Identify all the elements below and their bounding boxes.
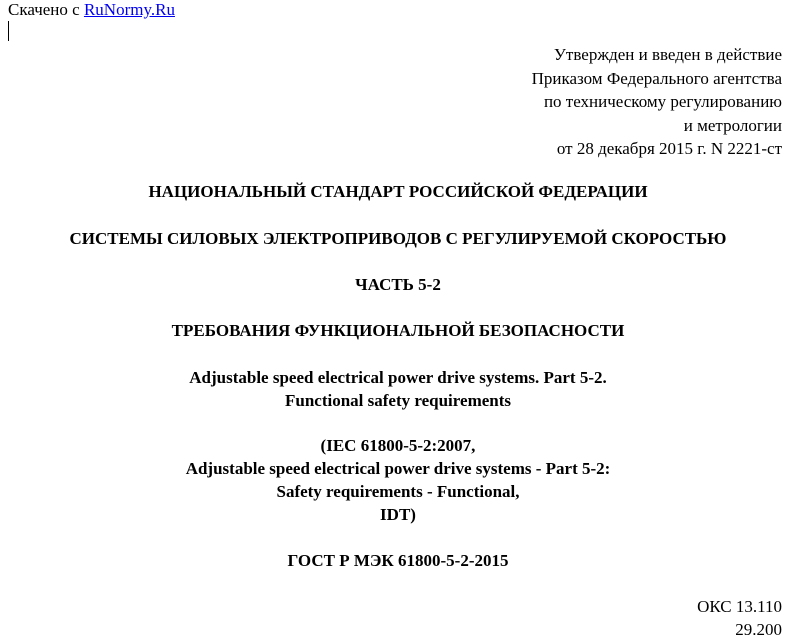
iec-line-2: Adjustable speed electrical power drive systems - Part 5-2: <box>185 459 611 478</box>
gost-designation: ГОСТ Р МЭК 61800-5-2-2015 <box>287 551 509 570</box>
iec-line-1: (IEC 61800-5-2:2007, <box>320 436 476 455</box>
approval-line-4: и метрологии <box>683 115 782 135</box>
download-source-line <box>8 0 175 21</box>
okc-line-2: 29.200 <box>735 620 782 639</box>
approval-line-3: по техническому регулированию <box>543 92 782 111</box>
english-title-line-2: Functional safety requirements <box>284 391 512 410</box>
iec-line-4: IDT) <box>380 505 416 524</box>
english-title-line-1: Adjustable speed electrical power drive systems. Part 5-2. <box>189 368 607 387</box>
approval-line-1: Утвержден и введен в действие <box>553 45 782 64</box>
system-heading: СИСТЕМЫ СИЛОВЫХ ЭЛЕКТРОПРИВОДОВ С РЕГУЛИРУЕМОЙ СКОРОСТЬЮ <box>69 229 727 248</box>
runormy-link[interactable]: RuNormy.Ru <box>83 0 175 19</box>
approval-line-2: Приказом Федерального агентства <box>531 68 782 88</box>
standard-heading: НАЦИОНАЛЬНЫЙ СТАНДАРТ РОССИЙСКОЙ ФЕДЕРАЦИИ <box>148 182 648 201</box>
requirements-heading: ТРЕБОВАНИЯ ФУНКЦИОНАЛЬНОЙ БЕЗОПАСНОСТИ <box>171 321 625 340</box>
download-source-prefix: Скачено с <box>8 0 84 19</box>
iec-line-3: Safety requirements - Functional, <box>276 482 520 501</box>
approval-line-5: от 28 декабря 2015 г. N 2221-ст <box>556 139 782 158</box>
part-heading: ЧАСТЬ 5-2 <box>355 275 441 294</box>
okc-line-1: ОКС 13.110 <box>697 597 782 616</box>
classification-block <box>697 595 782 641</box>
approval-block <box>362 43 782 161</box>
text-cursor <box>8 21 9 41</box>
